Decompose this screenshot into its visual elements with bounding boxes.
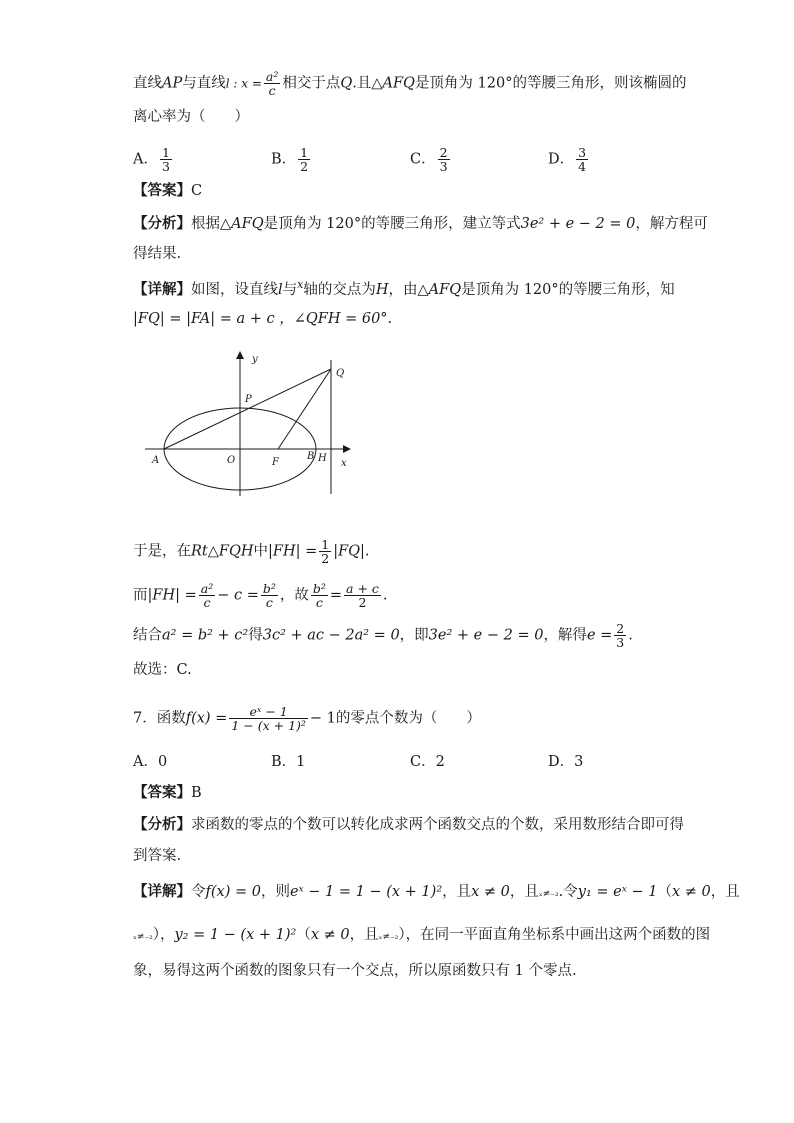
- q6-detail-eq1: |FQ| = |FA| = a + c ，∠QFH = 60°.: [133, 311, 393, 327]
- q6-detail: 【详解】如图，设直线l与$^x$轴的交点为H，由△AFQ是顶角为 120°的等腰三角形，知: [133, 278, 675, 298]
- q7-option-c: C．2: [410, 754, 445, 770]
- q6-analysis-line2: 得结果.: [133, 246, 182, 262]
- q7-detail-line3: 象，易得这两个函数的图象只有一个交点，所以原函数只有 1 个零点.: [133, 963, 577, 979]
- q7-detail-line1: 【详解】令f(x) = 0，则eˣ − 1 = 1 − (x + 1)²，且x ≠ 0，且ₓ≠₋₂.令y₁ = eˣ − 1（x ≠ 0，且: [133, 883, 740, 900]
- q6-choose: 故选：C.: [133, 662, 192, 678]
- label-x: x: [341, 458, 347, 469]
- math: l : x =: [225, 76, 262, 91]
- q6-option-c: C． $\frac{2}{3}$: [410, 145, 448, 174]
- text: 是顶角为 120°的等腰三角形，则该椭圆的: [414, 75, 687, 92]
- q6-step3: 结合a² = b² + c²得3c² + ac − 2a² = 0，即3e² + e − 2 = 0，解得e = $\frac{2}{3}$ .: [133, 621, 633, 650]
- q7-analysis: 【分析】求函数的零点的个数可以转化成求两个函数交点的个数，采用数形结合即可得: [133, 816, 684, 833]
- q7-analysis-line2: 到答案.: [133, 848, 182, 864]
- q7-stem: 7．函数f(x) = $\frac{\text{eˣ − 1}}{\text{1 − (x + 1)²}}$ − 1的零点个数为（ ）: [133, 704, 481, 733]
- label-F: F: [272, 457, 279, 468]
- q6-analysis: 【分析】根据△AFQ是顶角为 120°的等腰三角形，建立等式3e² + e − 2 = 0，解方程可: [133, 215, 708, 232]
- q7-option-d: D．3: [548, 754, 584, 770]
- segment-FQ: [278, 369, 331, 449]
- q6-option-b: B． $\frac{1}{2}$: [271, 145, 309, 174]
- q6-stem-line2: 离心率为（ ）: [133, 109, 249, 125]
- text: 与直线: [182, 75, 226, 92]
- q7-answer: 【答案】B: [133, 784, 202, 801]
- math: AP: [162, 75, 183, 92]
- label-O: O: [227, 455, 236, 466]
- label-H: H: [318, 453, 327, 464]
- label-y: y: [252, 354, 258, 365]
- q6-answer: 【答案】C: [133, 182, 203, 199]
- q6-step1: 于是，在Rt△FQH中|FH| = $\frac{1}{2}$ |FQ|.: [133, 537, 370, 566]
- text: 相交于点: [282, 75, 341, 92]
- label-A: A: [152, 455, 160, 466]
- ellipse-figure: [140, 348, 370, 498]
- math: AFQ: [382, 75, 415, 92]
- math: Q: [340, 75, 353, 92]
- q7-option-a: A．0: [133, 754, 168, 770]
- label-Q: Q: [336, 368, 345, 379]
- q6-step2: 而|FH| = $\frac{\text{a²}}{c}$ − c = $\frac{\text{b²}}{c}$ ，故 $\frac{\text{b²}}{c}$ = $\frac{a + c}{2}$ .: [133, 581, 388, 610]
- q6-option-d: D． $\frac{3}{4}$: [548, 145, 587, 174]
- label-P: P: [245, 394, 252, 405]
- fraction: $\frac{\text{a²}}{c}$: [265, 69, 279, 98]
- q7-option-b: B．1: [271, 754, 306, 770]
- q6-stem-line1: [133, 70, 686, 97]
- q7-detail-line2: ₓ≠₋₂），y₂ = 1 − (x + 1)²（x ≠ 0，且ₓ≠₋₂），在同一平面直角坐标系中画出这两个函数的图: [133, 927, 711, 943]
- text: .且△: [352, 75, 383, 92]
- label-B: B: [307, 451, 315, 462]
- text: 直线: [133, 75, 162, 92]
- segment-AQ: [164, 369, 331, 449]
- q6-option-a: A． $\frac{1}{3}$: [133, 145, 170, 174]
